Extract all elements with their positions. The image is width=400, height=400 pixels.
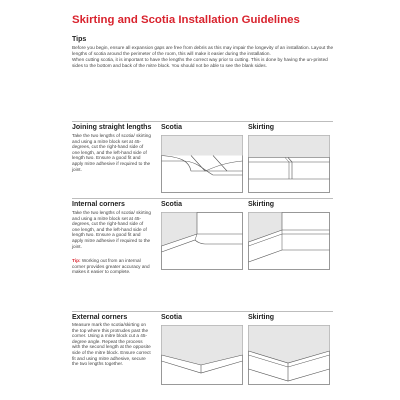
section-text-straight: Take the two lengths of scotia/ skirting and using a mitre block set at 45-degrees, cut the right-hand side of one length, and the left-hand side of length two. Ensure a good fit and apply mitre adhesive if required to the joint.: [72, 133, 151, 172]
tips-heading: Tips: [72, 36, 87, 43]
section-text-internal: Take the two lengths of scotia/ skirting and using a mitre block set at 45-degrees, cut the right-hand side of one length, and the left-hand side of length two. Ensure a good fit and apply mitre adhesive if required to the joint.: [72, 210, 151, 249]
tip-label: Tip:: [72, 258, 81, 263]
internal-corner-tip: [72, 258, 152, 275]
column-heading-skirting: Skirting: [248, 314, 275, 321]
section-heading-straight: Joining straight lengths: [72, 124, 152, 131]
scotia-external-diagram: [161, 325, 243, 385]
tips-body: [72, 45, 340, 69]
skirting-external-diagram: [248, 325, 330, 385]
scotia-straight-diagram: [161, 135, 243, 193]
tips-paragraph-2: When cutting scotia, it is important to have the lengths the correct way prior to cutting. This is done by having the un-printed sides to the bottom and back of the mitre block. You should not be able to see the blank sides.: [72, 57, 328, 68]
skirting-straight-diagram: [248, 135, 330, 193]
skirting-internal-diagram: [248, 212, 330, 270]
section-text-external: Measure mark the scotia/skirting on the top where this protrudes past the corner. Using a mitre block cut a 45-degree angle. Repeat the process with the second length at the opposite side of the mitre block. Ensure correct fit and using mitre adhesive, secure the two lengths together.: [72, 322, 151, 367]
column-heading-skirting: Skirting: [248, 124, 275, 131]
section-divider: [72, 121, 333, 122]
tips-paragraph-1: Before you begin, ensure all expansion gaps are free from debris as this may impair the longevity of an installation. Layout the lengths of scotia around the perimeter of the room, this will make it easier during the installation.: [72, 45, 334, 56]
section-heading-internal: Internal corners: [72, 201, 125, 208]
column-heading-skirting: Skirting: [248, 201, 275, 208]
page-title: Skirting and Scotia Installation Guidelines: [72, 14, 300, 26]
section-heading-external: External corners: [72, 314, 128, 321]
column-heading-scotia: Scotia: [161, 124, 183, 131]
section-divider: [72, 311, 333, 312]
column-heading-scotia: Scotia: [161, 201, 183, 208]
section-divider: [72, 198, 333, 199]
column-heading-scotia: Scotia: [161, 314, 183, 321]
scotia-internal-diagram: [161, 212, 243, 270]
tip-text: Working out from an internal corner provides greater accuracy and makes it easier to complete.: [72, 258, 150, 275]
